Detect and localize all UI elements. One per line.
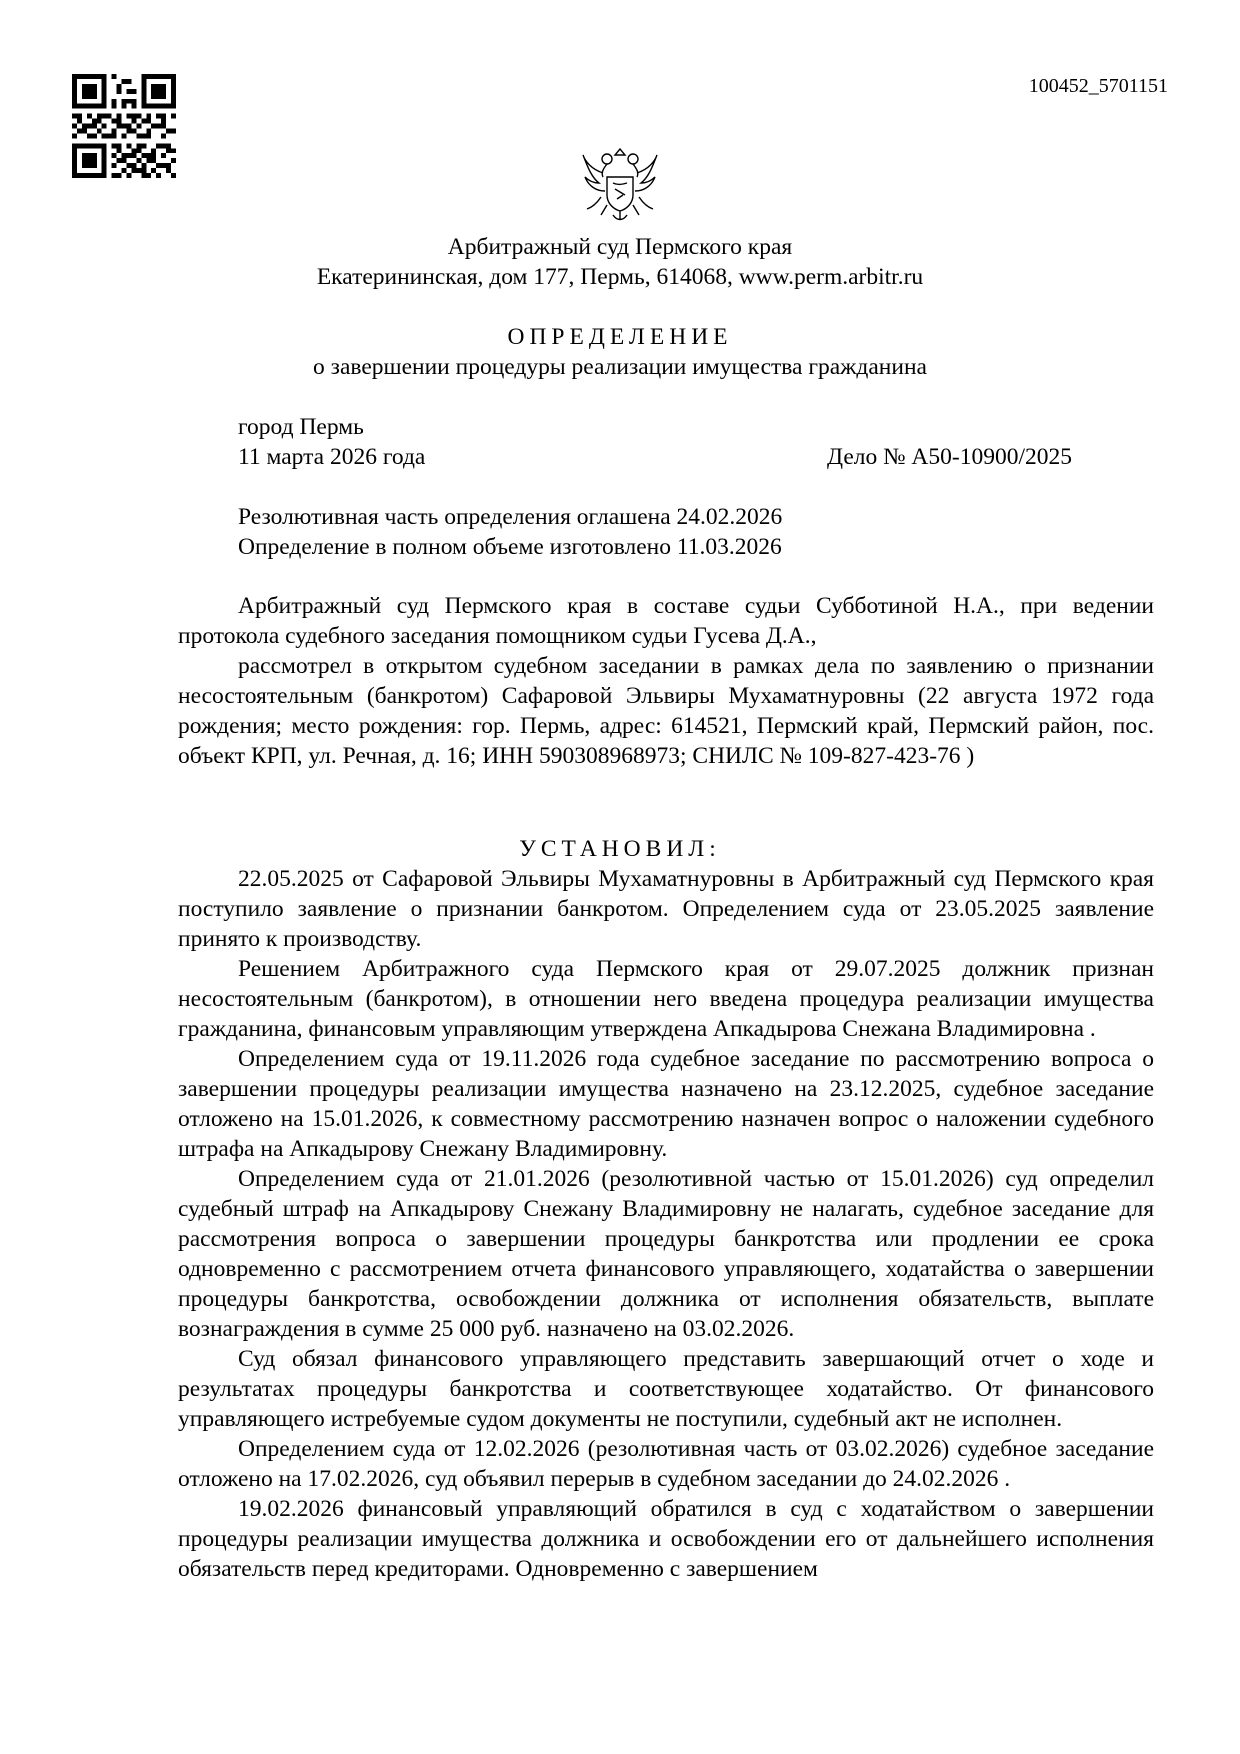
coat-of-arms-icon xyxy=(577,143,663,229)
court-address: Екатерининская, дом 177, Пермь, 614068, www.perm.arbitr.ru xyxy=(316,264,924,290)
intro-block xyxy=(178,591,1154,771)
document-id: 100452_5701151 xyxy=(1028,75,1168,97)
qr-code-icon xyxy=(72,74,176,178)
paragraph: 19.02.2026 финансовый управляющий обратился в суд с ходатайством о завершении процедуры реализации имущества должника и освобождении его от дальнейшего исполнения обязательств перед кредиторами. Одновременно с завершением xyxy=(178,1496,1154,1582)
city: город Пермь xyxy=(238,414,364,440)
paragraph: Определением суда от 19.11.2026 года судебное заседание по рассмотрению вопроса о завершении процедуры реализации имущества назначено на 23.12.2025, судебное заседание отложено на 15.01.2026, к совместному рассмотрению назначен вопрос о наложении судебного штрафа на Апкадырову Снежану Владимировну. xyxy=(178,1046,1154,1162)
section-heading: УСТАНОВИЛ: xyxy=(519,836,721,862)
document-subtitle: о завершении процедуры реализации имущества гражданина xyxy=(313,354,927,380)
document-date: 11 марта 2026 года xyxy=(238,444,426,470)
paragraph: Решением Арбитражного суда Пермского края от 29.07.2025 должник признан несостоятельным (банкротом), в отношении него введена процедура реализации имущества гражданина, финансовым управляющим утверждена Апкадырова Снежана Владимировна . xyxy=(178,956,1154,1042)
paragraph: Определением суда от 21.01.2026 (резолютивной частью от 15.01.2026) суд определил судебный штраф на Апкадырову Снежану Владимировну не налагать, судебное заседание для рассмотрения вопроса о завершении процедуры банкротства или продлении ее срока одновременно с рассмотрением отчета финансового управляющего, ходатайства о завершении процедуры банкротства, освобождении должника от исполнения обязательств, выплате вознаграждения в сумме 25 000 руб. назначено на 03.02.2026. xyxy=(178,1166,1154,1342)
paragraph: Суд обязал финансового управляющего представить завершающий отчет о ходе и результатах процедуры банкротства и соответствующее ходатайство. От финансового управляющего истребуемые судом документы не поступили, судебный акт не исполнен. xyxy=(178,1346,1154,1432)
paragraph: рассмотрел в открытом судебном заседании в рамках дела по заявлению о признании несостоятельным (банкротом) Сафаровой Эльвиры Мухаматнуровны (22 августа 1972 года рождения; место рождения: гор. Пермь, адрес: 614521, Пермский край, Пермский район, пос. объект КРП, ул. Речная, д. 16; ИНН 590308968973; СНИЛС № 109-827-423-76 ) xyxy=(178,653,1154,769)
full-text-made-line: Определение в полном объеме изготовлено 11.03.2026 xyxy=(238,534,782,560)
court-name: Арбитражный суд Пермского края xyxy=(447,234,793,260)
case-number: Дело № А50-10900/2025 xyxy=(827,444,1072,470)
resolution-announced-line: Резолютивная часть определения оглашена 24.02.2026 xyxy=(238,504,783,530)
paragraph: 22.05.2025 от Сафаровой Эльвиры Мухаматнуровны в Арбитражный суд Пермского края поступило заявление о признании банкротом. Определением суда от 23.05.2025 заявление принято к производству. xyxy=(178,866,1154,952)
paragraph: Арбитражный суд Пермского края в составе судьи Субботиной Н.А., при ведении протокола судебного заседания помощником судьи Гусева Д.А., xyxy=(178,593,1154,649)
document-title: ОПРЕДЕЛЕНИЕ xyxy=(507,324,733,350)
established-block xyxy=(178,864,1154,1584)
paragraph: Определением суда от 12.02.2026 (резолютивная часть от 03.02.2026) судебное заседание отложено на 17.02.2026, суд объявил перерыв в судебном заседании до 24.02.2026 . xyxy=(178,1436,1154,1492)
